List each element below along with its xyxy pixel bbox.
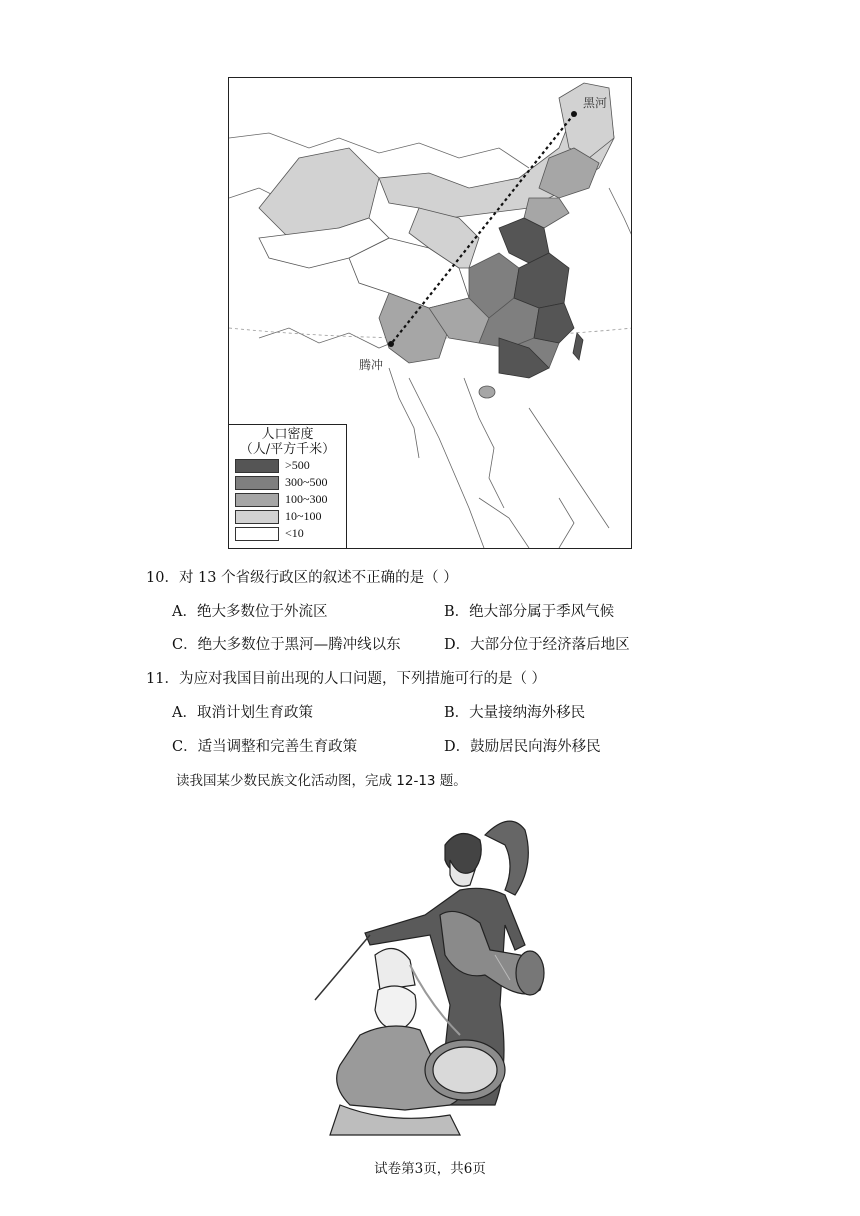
ethnic-dance-illustration (310, 805, 560, 1140)
legend-item: <10 (235, 525, 346, 542)
question-10-stem: 10．对 13 个省级行政区的叙述不正确的是（ ） (146, 570, 458, 586)
q10-option-a[interactable]: A．绝大多数位于外流区 (172, 604, 328, 620)
legend-item: 10~100 (235, 508, 346, 525)
q10-option-c[interactable]: C．绝大多数位于黑河—腾冲线以东 (172, 637, 401, 653)
q11-option-c[interactable]: C．适当调整和完善生育政策 (172, 739, 358, 755)
q11-option-a[interactable]: A．取消计划生育政策 (172, 705, 313, 721)
q11-option-d[interactable]: D．鼓励居民向海外移民 (444, 739, 601, 755)
legend-item: 300~500 (235, 474, 346, 491)
population-density-map (228, 77, 632, 549)
legend-title: 人口密度 （人/平方千米） (239, 427, 336, 457)
legend-swatch (235, 476, 279, 490)
label-tengchong: 腾冲 (359, 358, 384, 372)
map-legend (229, 424, 347, 548)
legend-swatch (235, 527, 279, 541)
q10-option-d[interactable]: D．大部分位于经济落后地区 (444, 637, 630, 653)
legend-item: 100~300 (235, 491, 346, 508)
q10-option-b[interactable]: B．绝大部分属于季风气候 (444, 604, 615, 620)
label-heihe: 黑河 (583, 96, 608, 110)
page-footer: 试卷第3页，共6页 (374, 1161, 486, 1177)
question-11-stem: 11．为应对我国目前出现的人口问题，下列措施可行的是（ ） (146, 671, 547, 687)
legend-item: >500 (235, 457, 346, 474)
legend-swatch (235, 493, 279, 507)
legend-swatch (235, 510, 279, 524)
instruction-text: 读我国某少数民族文化活动图，完成 12-13 题。 (176, 773, 467, 789)
legend-swatch (235, 459, 279, 473)
q11-option-b[interactable]: B．大量接纳海外移民 (444, 705, 586, 721)
